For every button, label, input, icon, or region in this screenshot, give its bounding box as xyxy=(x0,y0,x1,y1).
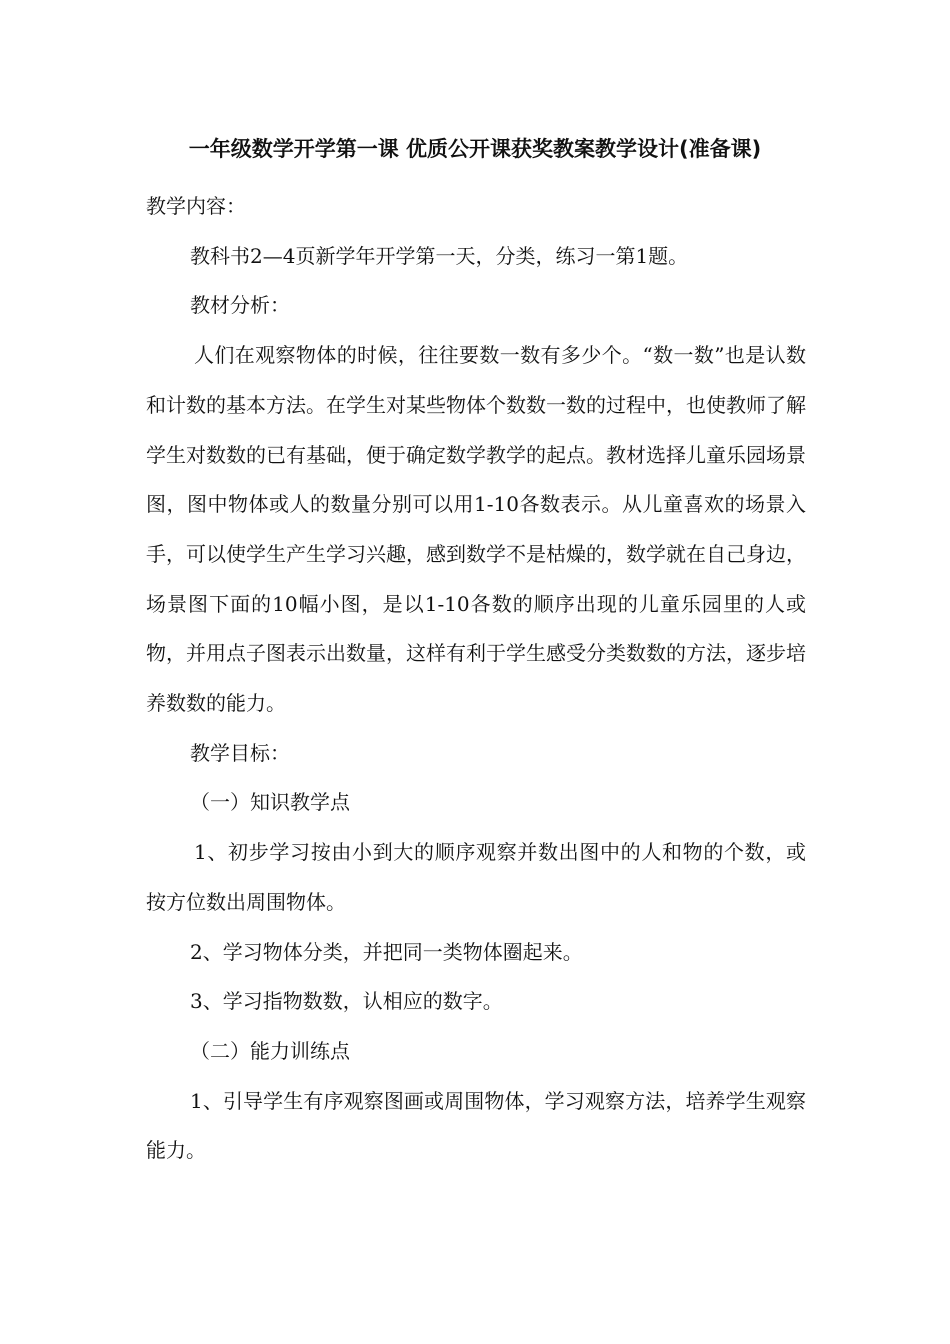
paragraph-textbook-analysis: 人们在观察物体的时候，往往要数一数有多少个。“数一数”也是认数和计数的基本方法。在学生对某些物体个数数一数的过程中，也使教师了解学生对数数的已有基础，便于确定数学教学的起点。教材选择儿童乐园场景图，图中物体或人的数量分别可以用1-10各数表示。从儿童喜欢的场景入手，可以使学生产生学习兴趣，感到数学不是枯燥的，数学就在自己身边，场景图下面的10幅小图，是以1-10各数的顺序出现的儿童乐园里的人或物，并用点子图表示出数量，这样有利于学生感受分类数数的方法，逐步培养数数的能力。 xyxy=(146,343,806,716)
subheading-knowledge-points: （一）知识教学点 xyxy=(190,790,350,815)
list-item-ability-1: 1、引导学生有序观察图画或周围物体，学习观察方法，培养学生观察能力。 xyxy=(146,1088,806,1163)
document-body xyxy=(146,182,806,1176)
document-title: 一年级数学开学第一课 优质公开课获奖教案教学设计(准备课) xyxy=(188,137,762,161)
section-heading-textbook-analysis: 教材分析： xyxy=(190,293,290,318)
list-item-knowledge-3: 3、学习指物数数，认相应的数字。 xyxy=(190,989,503,1014)
subheading-ability-points: （二）能力训练点 xyxy=(190,1038,350,1063)
list-item-knowledge-2: 2、学习物体分类，并把同一类物体圈起来。 xyxy=(190,939,583,964)
section-heading-teaching-goals: 教学目标： xyxy=(190,740,290,765)
section-heading-teaching-content: 教学内容： xyxy=(146,194,246,218)
paragraph-textbook-pages: 教科书2—4页新学年开学第一天，分类，练习一第1题。 xyxy=(190,243,689,268)
list-item-knowledge-1: 1、初步学习按由小到大的顺序观察并数出图中的人和物的个数，或按方位数出周围物体。 xyxy=(146,840,806,914)
